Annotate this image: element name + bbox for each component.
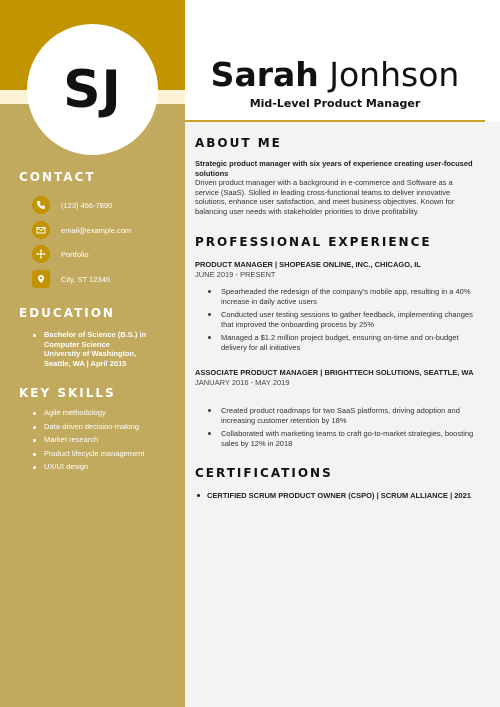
monogram-initials: SJ: [63, 59, 122, 120]
job-bullet: Created product roadmaps for two SaaS platforms, driving adoption and increasing customer retention by 18%: [205, 406, 475, 425]
first-name: Sarah: [210, 55, 319, 94]
job-title: ASSOCIATE PRODUCT MANAGER | BRIGHTTECH SOLUTIONS, SEATTLE, WA: [195, 368, 474, 377]
last-name: Jonhson: [329, 55, 460, 94]
major-line: Computer Science: [44, 339, 110, 349]
monogram-badge: [27, 24, 158, 155]
certifications-heading: CERTIFICATIONS: [195, 466, 333, 480]
skills-heading: KEY SKILLS: [19, 386, 116, 400]
experience-heading: PROFESSIONAL EXPERIENCE: [195, 235, 432, 249]
job-bullet: Spearheaded the redesign of the company's mobile app, resulting in a 40% increase in daily active users: [205, 287, 475, 306]
contact-email[interactable]: [32, 220, 131, 240]
contact-portfolio[interactable]: [32, 244, 89, 264]
degree-line: Bachelor of Science (B.S.) in: [44, 330, 147, 339]
certification-item: CERTIFIED SCRUM PRODUCT OWNER (CSPO) | SCRUM ALLIANCE | 2021: [197, 491, 477, 501]
job-bullet: Managed a $1.2 million project budget, ensuring on-time and on-budget delivery for all initiatives: [205, 333, 475, 352]
about-body: Driven product manager with a background in e-commerce and Software as a service (SaaS). Skilled in leading cross-functional teams to deliver innovative solutions, enhance user satisfaction, and meet business objectives. Known for balancing user needs with stakeholder priorities to drive profitability.: [195, 178, 455, 216]
location-icon: [32, 270, 50, 288]
envelope-icon: [32, 221, 50, 239]
about-heading: ABOUT ME: [195, 136, 282, 150]
job-header: [195, 260, 475, 279]
job-bullets: [205, 287, 475, 356]
education-list: [32, 330, 146, 368]
job-dates: JUNE 2019 - PRESENT: [195, 269, 276, 279]
skills-list: [32, 408, 144, 476]
education-entry: [32, 330, 146, 368]
contact-heading: CONTACT: [19, 170, 96, 184]
education-heading: EDUCATION: [19, 306, 115, 320]
skill-item: Product lifecycle management: [32, 449, 144, 459]
network-icon: [32, 245, 50, 263]
candidate-name: [185, 55, 485, 94]
job-dates: JANUARY 2016 - MAY 2019: [195, 377, 290, 387]
job-role-title: Mid-Level Product Manager: [249, 97, 421, 110]
contact-portfolio-text: Portfolio: [61, 249, 89, 259]
certifications-list: [197, 491, 477, 501]
contact-phone-text: (123) 456-7890: [61, 200, 113, 210]
contact-location-text: City, ST 12345: [61, 274, 110, 284]
contact-phone[interactable]: [32, 195, 112, 215]
skill-item: UX/UI design: [32, 462, 144, 472]
about-section: [195, 159, 475, 216]
job-bullet: Collaborated with marketing teams to craft go-to-market strategies, boosting sales by 12% in 2018: [205, 429, 475, 448]
skill-item: Market research: [32, 435, 144, 445]
job-header: [195, 368, 475, 387]
job-bullets: [205, 406, 475, 452]
location-date-line: Seattle, WA | April 2015: [44, 358, 127, 368]
job-bullet: Conducted user testing sessions to gather feedback, implementing changes that improved the onboarding process by 25%: [205, 310, 475, 329]
job-title: PRODUCT MANAGER | SHOPEASE ONLINE, INC., CHICAGO, IL: [195, 260, 421, 269]
contact-email-text: email@example.com: [61, 225, 132, 235]
phone-icon: [32, 196, 50, 214]
skill-item: Agile methodology: [32, 408, 144, 418]
contact-location: [32, 269, 110, 289]
school-line: University of Washington,: [44, 349, 137, 358]
skill-item: Data-driven decision-making: [32, 422, 144, 432]
about-lead: Strategic product manager with six years of experience creating user-focused solutions: [195, 159, 473, 178]
